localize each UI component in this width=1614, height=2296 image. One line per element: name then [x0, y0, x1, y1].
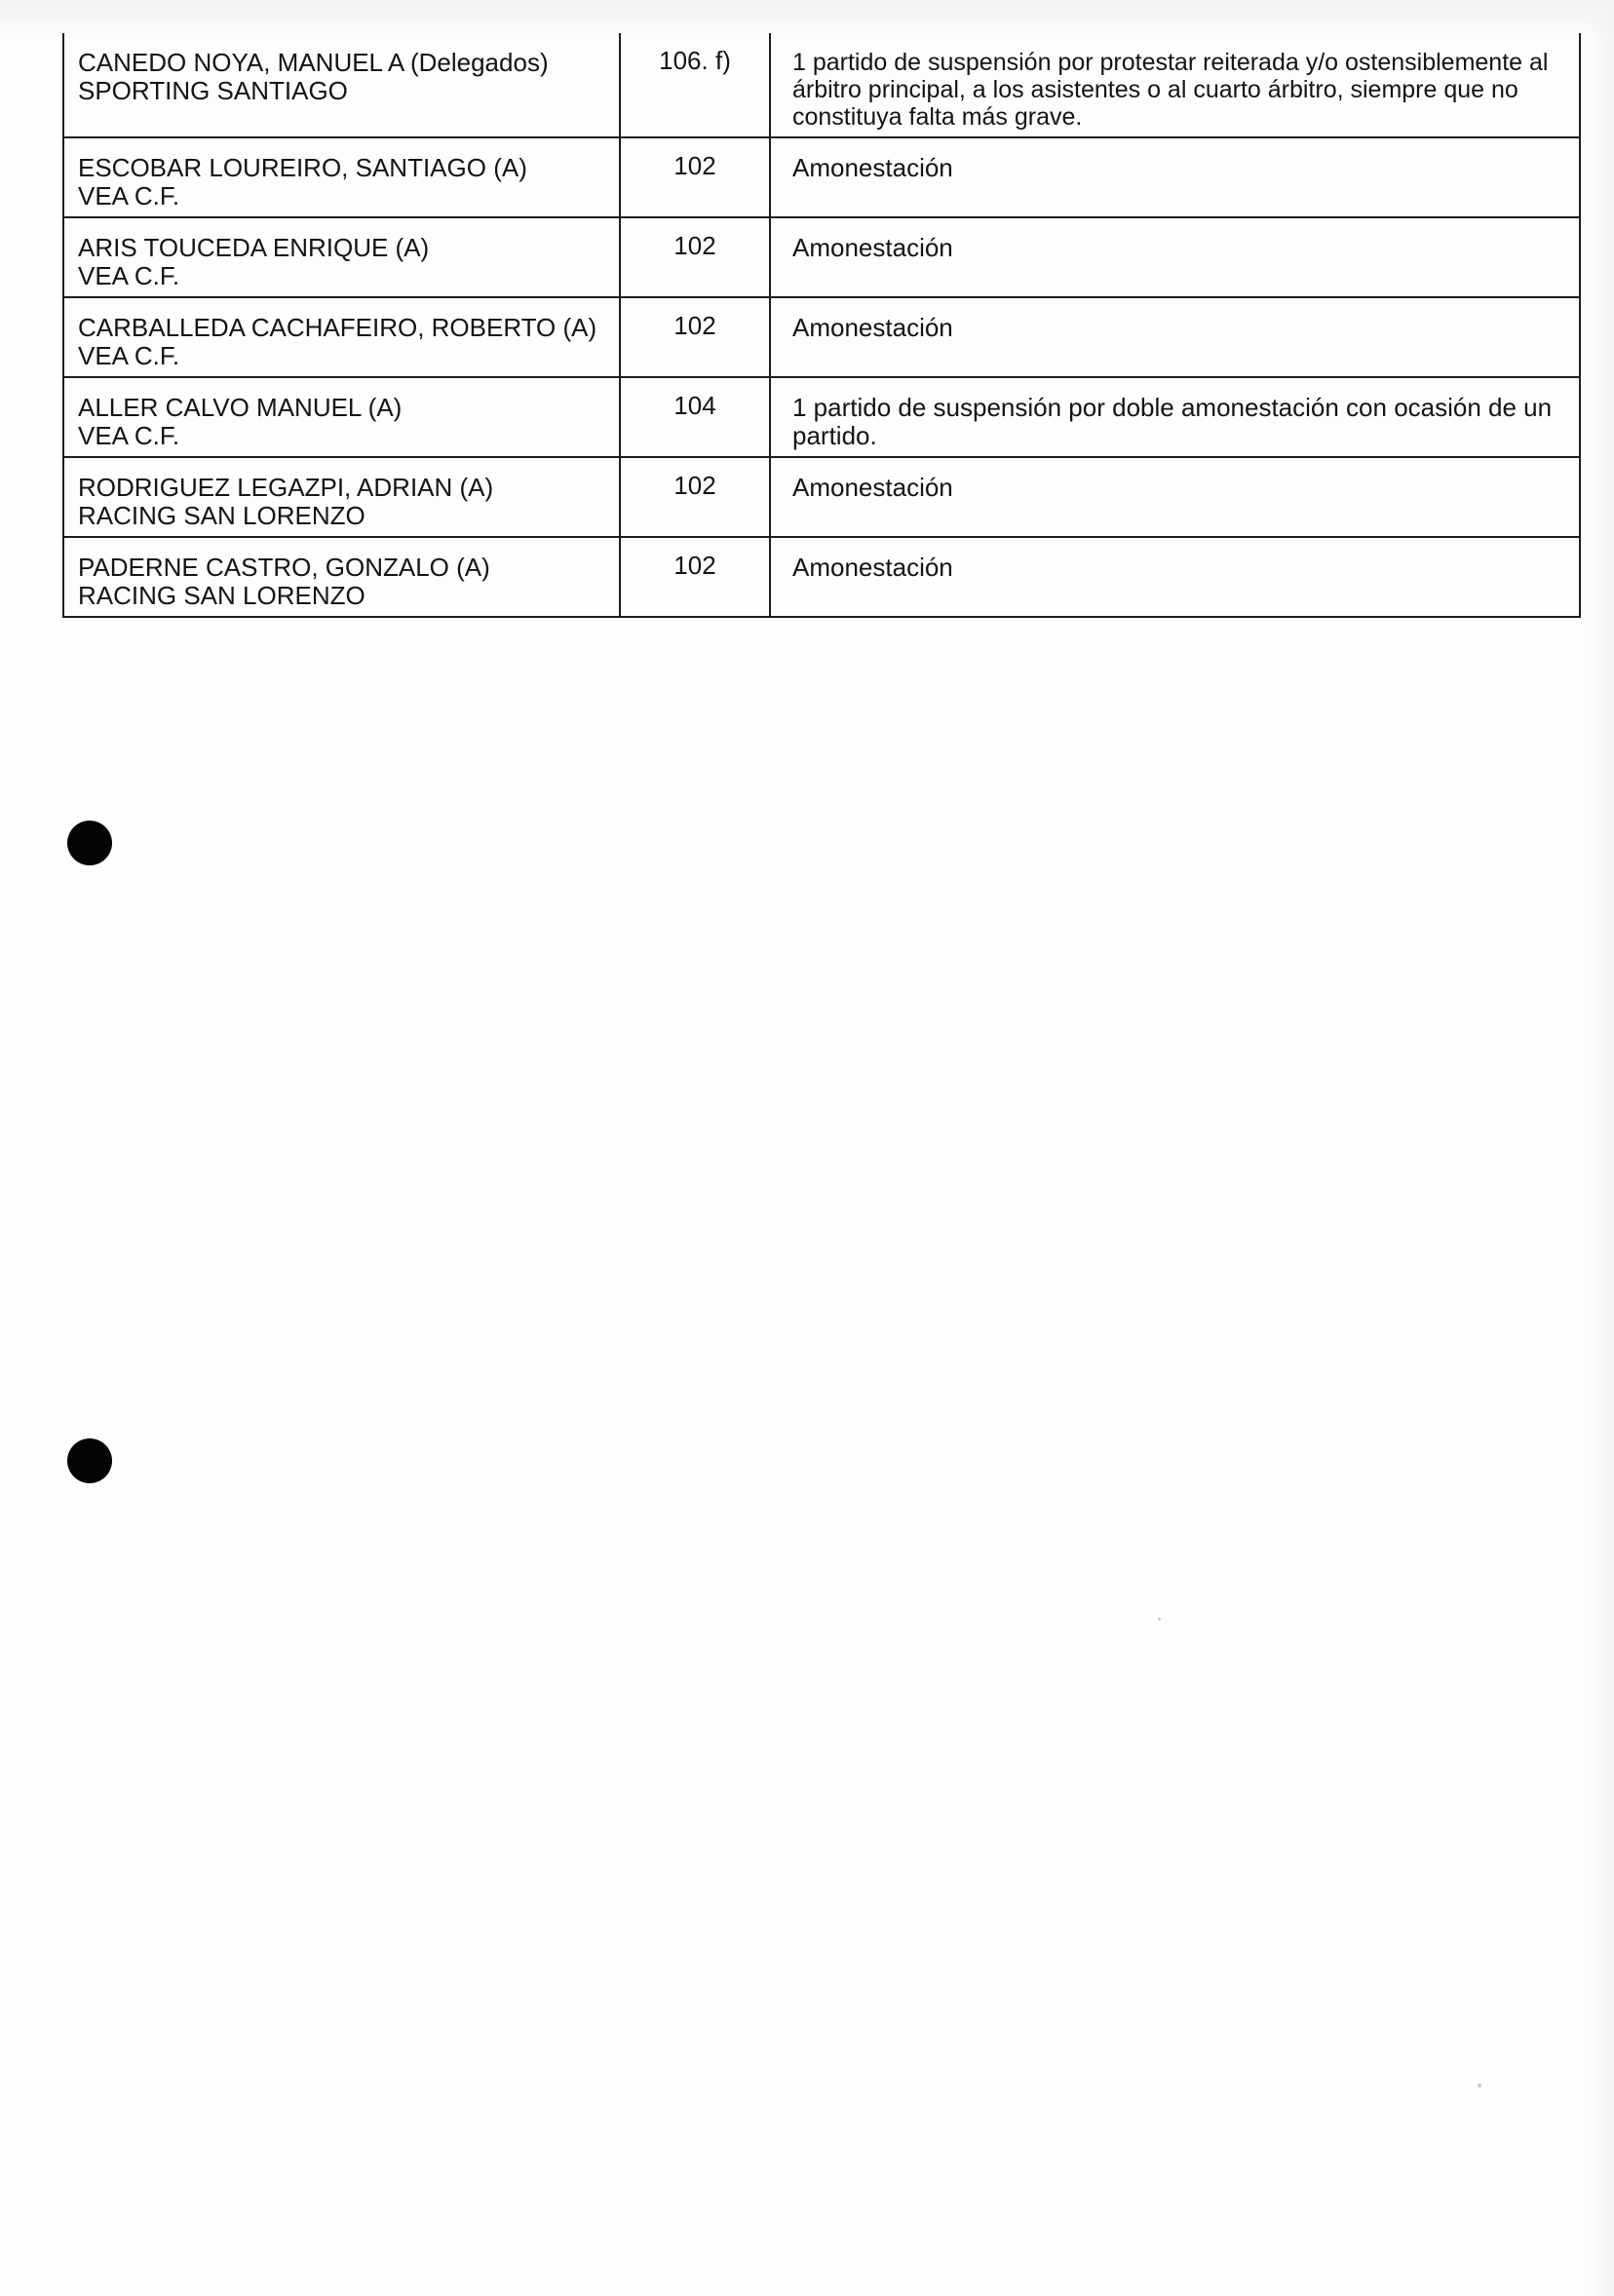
club-name: RACING SAN LORENZO: [78, 581, 365, 610]
article-number: 102: [673, 471, 716, 500]
person-name: CARBALLEDA CACHAFEIRO, ROBERTO (A): [78, 313, 597, 342]
article-number: 102: [673, 311, 716, 340]
article-cell: [620, 33, 770, 137]
penalty-cell: [770, 137, 1580, 217]
article-cell: [620, 297, 770, 377]
club-name: VEA C.F.: [78, 421, 180, 450]
table-row: [63, 217, 1580, 297]
penalty-cell: [770, 33, 1580, 137]
sanctions-table-body: [63, 33, 1580, 617]
article-cell: [620, 457, 770, 537]
person-name: ALLER CALVO MANUEL (A): [78, 393, 403, 422]
person-name: PADERNE CASTRO, GONZALO (A): [78, 553, 490, 582]
scan-shadow-right: [1585, 0, 1614, 2296]
penalty-text: Amonestación: [792, 553, 953, 582]
scan-speck: [1478, 2084, 1481, 2087]
club-name: VEA C.F.: [78, 181, 180, 210]
penalty-text: Amonestación: [792, 473, 953, 502]
penalty-cell: [770, 217, 1580, 297]
person-cell: [63, 377, 620, 457]
punch-hole-top: [67, 821, 112, 865]
table-row: [63, 33, 1580, 137]
article-number: 106. f): [659, 46, 731, 75]
article-number: 102: [673, 231, 716, 260]
penalty-text: Amonestación: [792, 313, 953, 342]
penalty-cell: [770, 537, 1580, 617]
person-cell: [63, 297, 620, 377]
person-name: ESCOBAR LOUREIRO, SANTIAGO (A): [78, 153, 527, 182]
article-cell: [620, 137, 770, 217]
penalty-cell: [770, 377, 1580, 457]
punch-hole-bottom: [67, 1438, 112, 1483]
penalty-cell: [770, 457, 1580, 537]
table-row: [63, 137, 1580, 217]
person-cell: [63, 33, 620, 137]
article-number: 104: [673, 391, 716, 420]
penalty-cell: [770, 297, 1580, 377]
club-name: RACING SAN LORENZO: [78, 501, 365, 530]
person-name: ARIS TOUCEDA ENRIQUE (A): [78, 233, 430, 262]
person-name: CANEDO NOYA, MANUEL A (Delegados): [78, 48, 549, 77]
table-row: [63, 297, 1580, 377]
penalty-text: Amonestación: [792, 153, 953, 182]
penalty-text: 1 partido de suspensión por protestar reiterada y/o ostensiblemente al árbitro principal, a los asistentes o al cuarto árbitro, siempre que no constituya falta más grave.: [792, 49, 1549, 131]
person-cell: [63, 457, 620, 537]
article-cell: [620, 537, 770, 617]
person-cell: [63, 137, 620, 217]
table-row: [63, 377, 1580, 457]
penalty-text: Amonestación: [792, 233, 953, 262]
article-cell: [620, 217, 770, 297]
article-number: 102: [673, 151, 716, 180]
person-name: RODRIGUEZ LEGAZPI, ADRIAN (A): [78, 473, 494, 502]
person-cell: [63, 537, 620, 617]
table-row: [63, 537, 1580, 617]
club-name: SPORTING SANTIAGO: [78, 76, 348, 105]
club-name: VEA C.F.: [78, 341, 180, 370]
scan-speck: [1158, 1618, 1161, 1621]
article-cell: [620, 377, 770, 457]
article-number: 102: [673, 551, 716, 580]
table-row: [63, 457, 1580, 537]
club-name: VEA C.F.: [78, 261, 180, 290]
sanctions-table: [62, 33, 1581, 618]
person-cell: [63, 217, 620, 297]
penalty-text: 1 partido de suspensión por doble amonestación con ocasión de un partido.: [792, 393, 1553, 450]
